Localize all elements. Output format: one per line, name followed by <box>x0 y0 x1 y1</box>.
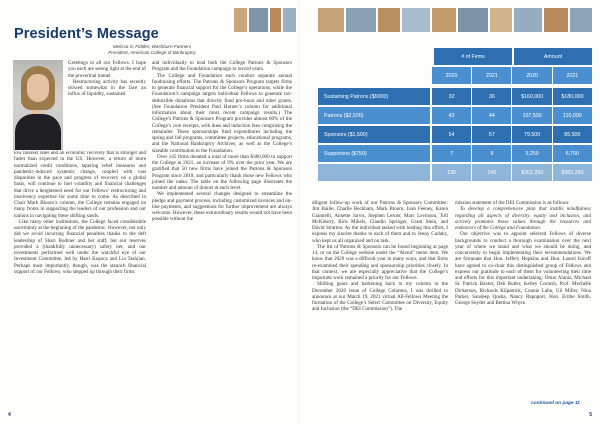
table-cell: $352,250 <box>512 164 551 181</box>
row-label: Patrons ($2,500) <box>318 107 430 124</box>
paragraph: Shifting gears and harkening back to my column in the December 2020 issue of College Columns, I was thrilled to announce at our March 19, 2021 virtual All-Fellows Meeting the formation of the College’s Select Committee on Diversity, Equity and Inclusion (the “DEI Commission”). The <box>312 281 448 313</box>
paragraph: Greetings to all our Fellows. I hope you each are seeing light at the end of the proverbial tunnel. <box>68 60 146 79</box>
table-cell: 5,250 <box>512 145 551 162</box>
table-cell: 136 <box>432 164 471 181</box>
year-cell: 2021 <box>553 67 592 84</box>
year-cell: 2021 <box>472 67 511 84</box>
row-label: Sponsors ($1,500) <box>318 126 430 143</box>
row-label <box>318 164 430 181</box>
page-number-right: 5 <box>589 412 592 418</box>
column-4 <box>455 200 591 306</box>
year-cell: 2020 <box>512 67 551 84</box>
column-1-top <box>68 60 146 98</box>
table-cell: $160,000 <box>512 88 551 105</box>
paragraph: and individually to lead both the College Patrons & Sponsors Program and the Foundation campaign to record years. <box>152 60 292 73</box>
table-group-header <box>318 48 592 65</box>
author-photo <box>13 60 63 150</box>
row-label: Supporters ($750) <box>318 145 430 162</box>
column-1-bottom <box>14 150 146 275</box>
year-cell: 2020 <box>432 67 471 84</box>
table-cell: $382,250 <box>553 164 592 181</box>
table-cell: 85,500 <box>553 126 592 143</box>
table-cell: 146 <box>472 164 511 181</box>
paragraph: Our objective was to appoint selected Fellows of diverse backgrounds to conduct a thorough examination over the next year of where we stand and what we should be doing, and concurrently to begin implementing their recommendations. We are fortunate that Hon. Jeffery Hopkins and Hon. Laurel Isicoff have agreed to co-chair this distinguished group of Fellows and express our gratitude to each of them for volunteering their time and efforts for this important undertaking: Omar Alaniz, Michael St. Patrick Baxter, Deb Butler, Kelley Cornish, Prof. Mechelle Dickerson, Richards Kilpatrick, Connie Lahn, Gil Miller, Nina Parker, Sandeep Qusba, Nancy Rapoport, Hon. Erithe Smith, George Snyder and Bettina Whyte. <box>455 231 591 306</box>
paragraph: mission statement of the DEI Commission is as follows: <box>455 200 570 206</box>
paragraph: The College and Foundation each conduct separate annual fundraising efforts. The Patrons & Sponsors Program targets firms to generate financial support for the College’s operations, while the Foundation’s campaign targets individual Fellows to generate tax-deductible donations that directly fund pro-bono and other grants. (See Foundation President Paul Harner’s column for additional information about their most recent campaign results.) The College’s Patrons & Sponsors Program provides almost 60% of the College’s core receipts, with dues and induction fees comprising the remainder. These sponsorships fund expenditures including the spring and fall programs, committee projects, educational programs, and the National Bankruptcy Archives, as well as the College’s sizeable contribution to the Foundation. <box>152 72 292 154</box>
table-row <box>318 107 592 124</box>
paragraph: The list of Patrons & Sponsors can be found beginning at page 14, or on the College website under the “About” menu item. We know that 2020 was a difficult year in many ways, and that firms re-examined their spending and sponsorship priorities closely. In that context, we are especially appreciative that the College’s important work remained a priority for our Fellows. <box>312 243 448 281</box>
header-amount: Amount <box>514 48 592 65</box>
table-cell: 32 <box>432 88 471 105</box>
header-firms: # of Firms <box>434 48 512 65</box>
continued-link[interactable]: continued on page 11 <box>531 401 580 406</box>
page-title: President’s Message <box>14 26 159 42</box>
row-label: Sustaining Patrons ($5000) <box>318 88 430 105</box>
column-2 <box>152 60 292 223</box>
paragraph: To develop a comprehensive plan that instills mindfulness regarding all aspects of diversity, equity and inclusion, and actively promotes those values through the resources and endeavors of the College and Foundation. <box>455 206 591 231</box>
byline <box>72 44 232 56</box>
table-cell: 57 <box>472 126 511 143</box>
building-strip-right <box>318 8 592 32</box>
table-cell: 6,750 <box>553 145 592 162</box>
table-cell: 9 <box>472 145 511 162</box>
table-row-total <box>318 164 592 181</box>
paragraph: Like many other institutions, the College faced considerable uncertainty at the beginning of the pandemic. However, not only did we avoid incurring financial penalties thanks to the deft leadership of Shari Bodiner and her staff, but our reserves provided a (thankfully unnecessary) safety net, and our investments performed well under the watchful eye of our Investment Committee, led by Harri Kopacz and Lia Tashjian. Perhaps most importantly, though, was the staunch financial support of our Fellows, who stepped up through their firms <box>14 218 146 275</box>
paragraph: We implemented several changes designed to streamline the pledge and payment process, including customized invoices and on-line payments, and suggestions for further improvement are always welcome. However, these extraordinary results would not have been possible without the <box>152 191 292 223</box>
table-cell: 110,000 <box>553 107 592 124</box>
table-cell: 43 <box>432 107 471 124</box>
table-cell: 7 <box>432 145 471 162</box>
table-row <box>318 126 592 143</box>
building-strip <box>234 8 296 32</box>
column-3 <box>312 200 448 313</box>
paragraph: low interest rates and an economic recovery that is stronger and faster than expected in the US. However, a return of more normalized credit conditions, tapering relief measures and pandemic-induced systemic change, coupled with vast disparities in the pace and progress of recovery on a global basis, will continue to fuel volatility and financial challenges that drive a heightened need for our Fellows’ restructuring and insolvency expertise for some time to come. As described in Chair Mark Bloom’s column, the College remains engaged on many fronts in supporting the leaders of our profession and our nations in navigating these shifting sands. <box>14 150 146 219</box>
paragraph: diligent follow-up work of our Patrons & Sponsors Committee: Jim Bailie, Charlie Beckham, Mark Bloom, Joan Feeney, Karen Giannelli, Annette Jarvis, Stephen Lerner, Marc Levinson, Toft McKinstry, Rick Mikels, Claudio Springer, Grant Stein, and David Stratton. As the individual tasked with leading this effort, I express my sincere thanks to each of them and to Jenny Cudahy, who kept us all organized and on task. <box>312 200 448 244</box>
table-row <box>318 88 592 105</box>
paragraph: Restructuring activity has recently slowed somewhat in the face an influx of liquidity, sustained <box>68 78 146 98</box>
table-cell: 79,500 <box>512 126 551 143</box>
table-cell: 54 <box>432 126 471 143</box>
table-cell: 107,500 <box>512 107 551 124</box>
table-cell: $180,000 <box>553 88 592 105</box>
byline-role: President, American College of Bankruptcy <box>108 50 196 55</box>
table-cell: 36 <box>472 88 511 105</box>
table-row <box>318 145 592 162</box>
paragraph: Over 145 firms donated a total of more than $380,000 to support the College in 2021, an increase of 9% over the prior year. We are gratified that 50 new firms have joined the Patrons & Sponsors Program since 2019, and particularly thank those new Fellows who joined the ranks. The table on the following page illustrates the number and amount of donors at each level. <box>152 153 292 191</box>
table-cell: 44 <box>472 107 511 124</box>
byline-name: Melissa S. Fiddler, Washburn Partners <box>112 44 192 49</box>
table-year-header <box>318 67 592 84</box>
page-number-left: 4 <box>8 412 11 418</box>
